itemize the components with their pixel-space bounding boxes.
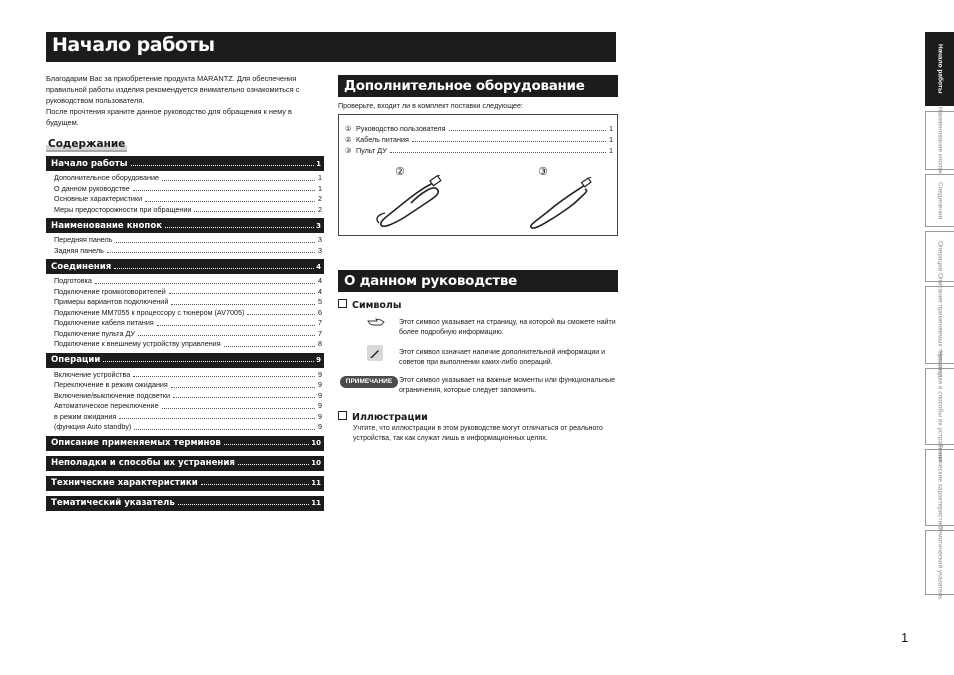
toc-section-header[interactable]: Операции 9 [46, 353, 324, 368]
side-tab[interactable]: Соединения [925, 174, 954, 227]
toc-item[interactable]: Автоматическое переключение 9 [54, 401, 322, 410]
toc-item[interactable]: Подключение кабеля питания 7 [54, 318, 322, 327]
manual-heading: О данном руководстве [344, 273, 518, 289]
symbols-heading: Символы [338, 299, 401, 311]
power-cable-icon [371, 175, 451, 230]
remote-cable-icon [519, 177, 599, 232]
intro-paragraph: Благодарим Вас за приобретение продукта MARANTZ. Для обеспечения правильной работы изделия рекомендуется внимательно ознакомиться с руководством пользователя. [46, 74, 300, 105]
toc-item[interactable]: Подключение громкоговорителей 4 [54, 286, 322, 296]
tip-pen-icon [367, 345, 383, 361]
illustrations-text: Учтите, что иллюстрации в этом руководстве могут отличаться от реального устройства, так как служат лишь в информационных целях. [353, 425, 603, 442]
toc-item[interactable]: О данном руководстве 1 [54, 183, 322, 193]
intro-paragraph: После прочтения храните данное руководство для обращения к нему в будущем. [46, 107, 292, 127]
contents-heading: Содержание [48, 138, 126, 150]
accessory-item: ③ Пульт ДУ 1 [345, 146, 613, 155]
manual-heading-bar [338, 270, 618, 292]
toc-item[interactable]: Основные характеристики 2 [54, 194, 322, 203]
table-of-contents [46, 156, 324, 516]
checkbox-square-icon [338, 411, 347, 420]
note-badge: ПРИМЕЧАНИЕ [340, 376, 398, 388]
toc-item[interactable]: Подключение к внешнему устройству управления 8 [54, 339, 322, 348]
side-tab[interactable]: Начало работы [925, 32, 954, 106]
toc-item[interactable]: Задняя панель 3 [54, 245, 322, 255]
side-tab[interactable]: Операции [925, 231, 954, 282]
side-tab[interactable]: Описание применяемых терминов [925, 286, 954, 364]
accessory-item: ① Руководство пользователя 1 [345, 124, 613, 133]
toc-item[interactable]: Примеры вариантов подключений 5 [54, 297, 322, 306]
toc-section-header[interactable]: Технические характеристики 11 [46, 476, 324, 491]
symbol-description: Этот символ означает наличие дополнительной информации и советов при выполнении каких-либо операций. [399, 349, 606, 366]
checkbox-square-icon [338, 299, 347, 308]
accessory-item: ② Кабель питания 1 [345, 135, 613, 144]
toc-item[interactable]: Подключение MM7055 к процессору с тюнером (AV7005) 6 [54, 307, 322, 317]
toc-item[interactable]: (функция Auto standby) 9 [54, 422, 322, 431]
side-tab[interactable]: Неполадки и способы их устранения [925, 368, 954, 445]
symbol-description: Этот символ указывает на страницу, на которой вы сможете найти более подробную информацию. [399, 319, 616, 336]
remote-label: ③ [538, 166, 548, 178]
toc-section-header[interactable]: Соединения 4 [46, 259, 324, 274]
toc-item[interactable]: Включение устройства 9 [54, 369, 322, 379]
toc-item[interactable]: Подготовка 4 [54, 276, 322, 285]
page-number: 1 [901, 630, 909, 645]
illustrations-heading: Иллюстрации [338, 411, 428, 423]
page-title: Начало работы [52, 34, 215, 56]
toc-section-header[interactable]: Описание применяемых терминов 10 [46, 436, 324, 451]
power-cable-label: ② [395, 166, 405, 178]
side-tab[interactable]: Тематический указатель [925, 530, 954, 595]
toc-section-header[interactable]: Начало работы 1 [46, 156, 324, 171]
accessories-heading: Дополнительное оборудование [344, 78, 585, 94]
toc-item[interactable]: Подключение пульта ДУ 7 [54, 328, 322, 338]
toc-item[interactable]: в режим ожидания 9 [54, 411, 322, 421]
accessories-box [338, 114, 618, 236]
toc-item[interactable]: Переключение в режим ожидания 9 [54, 380, 322, 389]
toc-item[interactable]: Меры предосторожности при обращении 2 [54, 204, 322, 214]
toc-section-header[interactable]: Наименование кнопок 3 [46, 218, 324, 233]
toc-item[interactable]: Передняя панель 3 [54, 235, 322, 244]
symbol-description: Этот символ указывает на важные моменты или функциональные ограничения, которые следует запомнить. [399, 377, 615, 394]
accessories-check-text: Проверьте, входит ли в комплект поставки следующее: [338, 101, 524, 110]
side-tab[interactable]: Наименование кнопок [925, 111, 954, 170]
toc-section-header[interactable]: Тематический указатель 11 [46, 496, 324, 511]
toc-section-header[interactable]: Неполадки и способы их устранения 10 [46, 456, 324, 471]
page-title-bar [46, 32, 616, 62]
toc-item[interactable]: Дополнительное оборудование 1 [54, 173, 322, 182]
accessories-heading-bar [338, 75, 618, 97]
intro-text [46, 73, 326, 128]
pointing-hand-icon [367, 317, 385, 327]
toc-item[interactable]: Включение/выключение подсветки 9 [54, 390, 322, 400]
side-tab[interactable]: Технические характеристики [925, 449, 954, 526]
